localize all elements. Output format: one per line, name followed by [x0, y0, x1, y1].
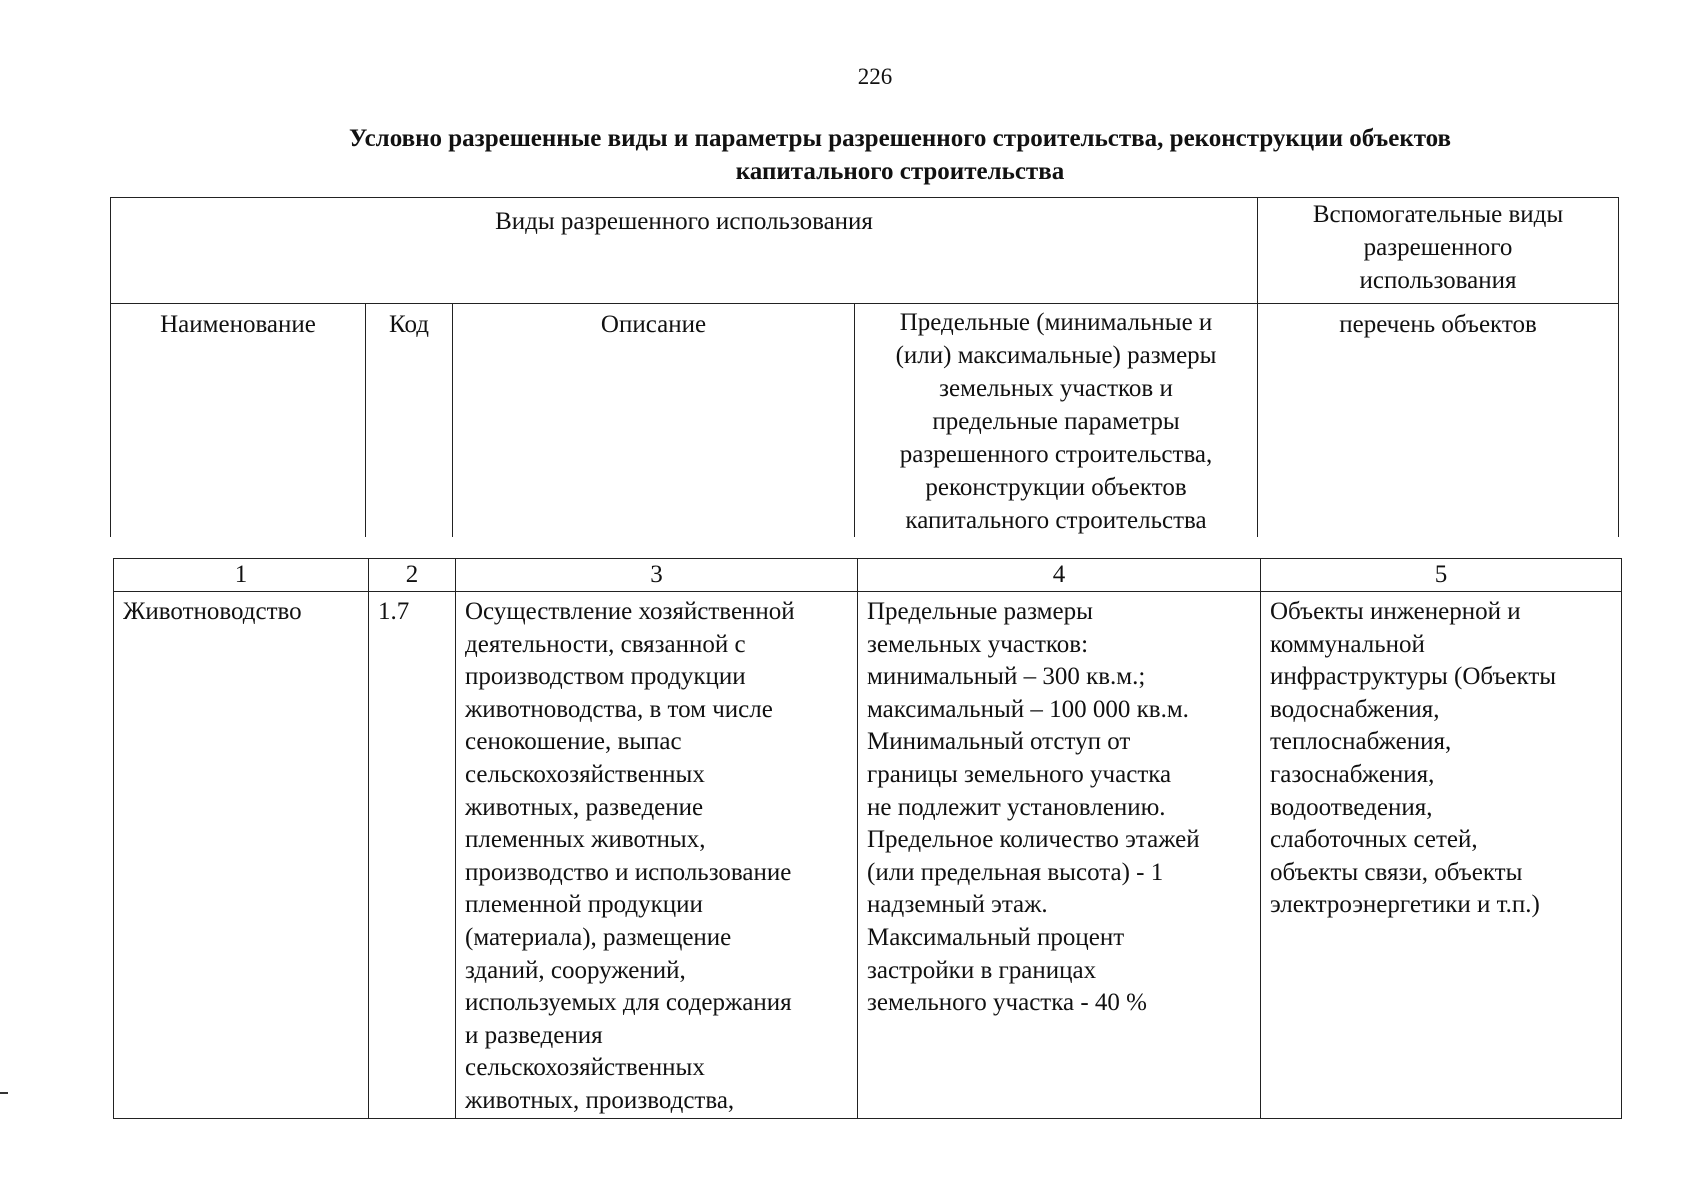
- header-col-description: [453, 304, 855, 538]
- row-name-cell: [114, 592, 369, 1119]
- text-line: объекты связи, объекты: [1270, 858, 1523, 886]
- text-line: сельскохозяйственных: [465, 760, 705, 788]
- header-aux-cell: [1258, 198, 1619, 304]
- header-group-label: Виды разрешенного использования: [495, 208, 873, 235]
- text-line: животных, разведение: [465, 793, 704, 821]
- header-group-cell: [111, 198, 1258, 304]
- page-number: 226: [857, 64, 893, 89]
- text-line: животных, производства,: [465, 1086, 735, 1114]
- text-line: Максимальный процент: [867, 923, 1125, 951]
- header-col-params-label: [855, 306, 1257, 537]
- margin-mark: [0, 1092, 8, 1094]
- text-line: земельных участков:: [867, 630, 1089, 658]
- text-line: зданий, сооружений,: [465, 956, 686, 984]
- text-line: производством продукции: [465, 663, 746, 691]
- text-line: Минимальный отступ от: [867, 728, 1131, 756]
- text-line: Предельные (минимальные и: [899, 309, 1213, 336]
- header-table: [110, 197, 1619, 537]
- row-description: [465, 596, 848, 1118]
- text-line: разрешенного: [1363, 234, 1513, 261]
- header-col-code-label: Код: [389, 311, 429, 338]
- document-title-line-1: Условно разрешенные виды и параметры разрешенного строительства, реконструкции объектов: [348, 125, 1452, 152]
- text-line: не подлежит установлению.: [867, 793, 1166, 821]
- text-line: Предельные размеры: [867, 598, 1093, 625]
- text-line: земельного участка - 40 %: [867, 989, 1147, 1017]
- text-line: электроэнергетики и т.п.): [1270, 891, 1540, 919]
- text-line: газоснабжения,: [1270, 760, 1435, 788]
- text-line: капитального строительства: [905, 507, 1207, 534]
- row-code: 1.7: [378, 598, 410, 625]
- text-line: животноводства, в том числе: [465, 695, 773, 723]
- text-line: предельные параметры: [932, 408, 1180, 435]
- text-line: земельных участков и: [939, 375, 1173, 402]
- text-line: и разведения: [465, 1021, 603, 1049]
- text-line: надземный этаж.: [867, 891, 1048, 919]
- text-line: Осуществление хозяйственной: [465, 598, 795, 625]
- text-line: использования: [1359, 267, 1517, 294]
- header-col-objects-label: перечень объектов: [1339, 311, 1537, 338]
- text-line: (или предельная высота) - 1: [867, 858, 1164, 886]
- text-line: инфраструктуры (Объекты: [1270, 663, 1557, 691]
- text-line: застройки в границах: [867, 956, 1097, 984]
- row-description-cell: [456, 592, 858, 1119]
- header-col-name-label: Наименование: [160, 311, 316, 338]
- column-number-3: 3: [456, 559, 858, 592]
- text-line: племенных животных,: [465, 826, 706, 854]
- text-line: водоотведения,: [1270, 793, 1433, 821]
- header-col-params: [855, 304, 1258, 538]
- table-row: [114, 592, 1622, 1119]
- text-line: границы земельного участка: [867, 760, 1172, 788]
- text-line: используемых для содержания: [465, 989, 792, 1017]
- text-line: водоснабжения,: [1270, 695, 1440, 723]
- document-title: [150, 122, 1650, 188]
- text-line: (материала), размещение: [465, 923, 732, 951]
- header-col-code: [366, 304, 453, 538]
- text-line: разрешенного строительства,: [899, 441, 1213, 468]
- text-line: минимальный – 300 кв.м.;: [867, 663, 1146, 691]
- body-table: [113, 558, 1622, 1119]
- text-line: Предельное количество этажей: [867, 826, 1200, 854]
- header-col-objects: [1258, 304, 1619, 538]
- header-col-description-label: Описание: [600, 311, 707, 338]
- text-line: Объекты инженерной и: [1270, 598, 1521, 625]
- text-line: (или) максимальные) размеры: [895, 342, 1217, 369]
- text-line: производство и использование: [465, 858, 792, 886]
- header-aux-label: [1258, 198, 1618, 297]
- row-params-cell: [858, 592, 1261, 1119]
- text-line: сенокошение, выпас: [465, 728, 682, 756]
- header-col-name: [111, 304, 366, 538]
- row-code-cell: [369, 592, 456, 1119]
- text-line: деятельности, связанной с: [465, 630, 746, 658]
- document-title-line-2: капитального строительства: [735, 158, 1065, 185]
- column-number-2: 2: [369, 559, 456, 592]
- text-line: Вспомогательные виды: [1312, 201, 1564, 228]
- text-line: теплоснабжения,: [1270, 728, 1452, 756]
- text-line: коммунальной: [1270, 630, 1425, 658]
- column-number-5: 5: [1261, 559, 1622, 592]
- text-line: реконструкции объектов: [925, 474, 1187, 501]
- column-number-row: [114, 559, 1622, 592]
- column-number-1: 1: [114, 559, 369, 592]
- column-number-4: 4: [858, 559, 1261, 592]
- text-line: племенной продукции: [465, 891, 703, 919]
- text-line: сельскохозяйственных: [465, 1054, 705, 1082]
- text-line: слаботочных сетей,: [1270, 826, 1478, 854]
- text-line: максимальный – 100 000 кв.м.: [867, 695, 1189, 723]
- row-objects-cell: [1261, 592, 1622, 1119]
- row-name: Животноводство: [123, 598, 302, 625]
- row-objects: [1270, 596, 1612, 922]
- row-params: [867, 596, 1251, 1020]
